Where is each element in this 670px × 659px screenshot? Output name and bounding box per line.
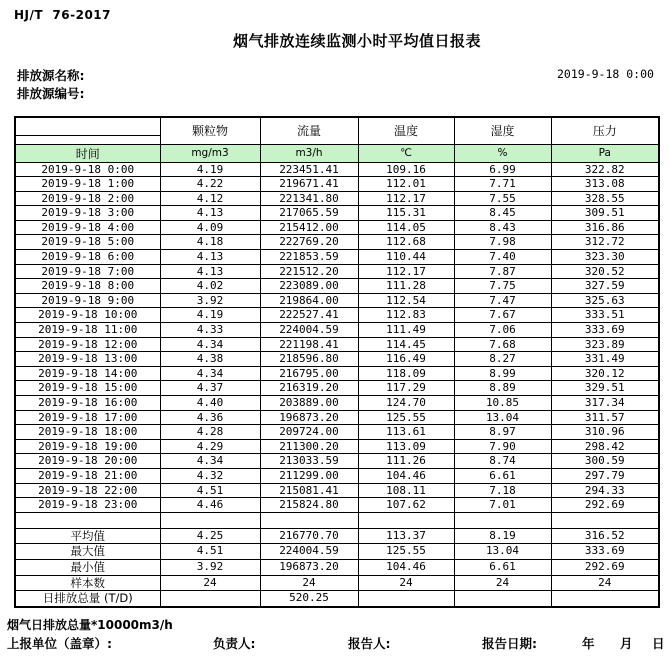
unit-flow: m3/h — [260, 144, 358, 162]
unit-particulate: mg/m3 — [160, 144, 260, 162]
value-cell: 110.44 — [358, 250, 454, 265]
value-cell: 215081.41 — [260, 483, 358, 498]
value-cell: 118.09 — [358, 366, 454, 381]
summary-value-cell: 24 — [160, 575, 260, 591]
time-cell: 2019-9-18 23:00 — [15, 498, 160, 513]
value-cell: 223089.00 — [260, 279, 358, 294]
value-cell: 4.19 — [160, 162, 260, 177]
time-cell: 2019-9-18 13:00 — [15, 352, 160, 367]
table-row — [15, 396, 659, 411]
value-cell: 211299.00 — [260, 468, 358, 483]
time-cell: 2019-9-18 5:00 — [15, 235, 160, 250]
summary-row — [15, 544, 659, 560]
report-table — [14, 116, 660, 608]
value-cell: 7.67 — [454, 308, 551, 323]
value-cell: 109.16 — [358, 162, 454, 177]
summary-value-cell: 333.69 — [551, 544, 659, 560]
time-cell: 2019-9-18 6:00 — [15, 250, 160, 265]
value-cell: 310.96 — [551, 425, 659, 440]
table-row — [15, 250, 659, 265]
value-cell: 7.18 — [454, 483, 551, 498]
table-row — [15, 454, 659, 469]
source-code-label: 排放源编号: — [17, 86, 85, 101]
value-cell: 221341.80 — [260, 191, 358, 206]
value-cell: 111.49 — [358, 323, 454, 338]
time-cell: 2019-9-18 21:00 — [15, 468, 160, 483]
summary-value-cell — [454, 591, 551, 607]
value-cell: 4.29 — [160, 439, 260, 454]
value-cell: 313.08 — [551, 177, 659, 192]
summary-value-cell: 216770.70 — [260, 528, 358, 544]
value-cell: 221512.20 — [260, 264, 358, 279]
value-cell: 327.59 — [551, 279, 659, 294]
time-cell: 2019-9-18 8:00 — [15, 279, 160, 294]
table-row — [15, 381, 659, 396]
value-cell: 219671.41 — [260, 177, 358, 192]
summary-label: 最小值 — [15, 559, 160, 575]
value-cell: 7.06 — [454, 323, 551, 338]
time-cell: 2019-9-18 12:00 — [15, 337, 160, 352]
table-body — [15, 162, 659, 512]
month-label: 月 — [620, 636, 633, 651]
value-cell: 4.32 — [160, 468, 260, 483]
summary-value-cell: 24 — [358, 575, 454, 591]
time-column-label: 时间 — [15, 144, 160, 162]
summary-value-cell: 224004.59 — [260, 544, 358, 560]
value-cell: 4.38 — [160, 352, 260, 367]
table-row — [15, 162, 659, 177]
value-cell: 111.26 — [358, 454, 454, 469]
report-date-label: 报告日期: — [482, 636, 537, 651]
summary-value-cell: 196873.20 — [260, 559, 358, 575]
value-cell: 213033.59 — [260, 454, 358, 469]
value-cell: 215412.00 — [260, 220, 358, 235]
summary-value-cell: 316.52 — [551, 528, 659, 544]
value-cell: 333.69 — [551, 323, 659, 338]
value-cell: 4.18 — [160, 235, 260, 250]
summary-value-cell: 125.55 — [358, 544, 454, 560]
page-title: 烟气排放连续监测小时平均值日报表 — [232, 32, 481, 50]
value-cell: 323.89 — [551, 337, 659, 352]
day-label: 日 — [652, 636, 665, 651]
table-row — [15, 293, 659, 308]
value-cell: 8.97 — [454, 425, 551, 440]
value-cell: 6.61 — [454, 468, 551, 483]
value-cell: 113.09 — [358, 439, 454, 454]
summary-value-cell — [358, 591, 454, 607]
time-cell: 2019-9-18 0:00 — [15, 162, 160, 177]
corner-cell-bottom — [15, 135, 160, 144]
value-cell: 309.51 — [551, 206, 659, 221]
value-cell: 333.51 — [551, 308, 659, 323]
value-cell: 114.45 — [358, 337, 454, 352]
value-cell: 8.27 — [454, 352, 551, 367]
summary-row — [15, 575, 659, 591]
time-cell: 2019-9-18 3:00 — [15, 206, 160, 221]
summary-label: 最大值 — [15, 544, 160, 560]
value-cell: 292.69 — [551, 498, 659, 513]
value-cell: 4.09 — [160, 220, 260, 235]
header-row-params — [15, 117, 659, 135]
time-cell: 2019-9-18 10:00 — [15, 308, 160, 323]
value-cell: 328.55 — [551, 191, 659, 206]
total-emission-note: 烟气日排放总量*10000m3/h — [7, 618, 173, 632]
time-cell: 2019-9-18 7:00 — [15, 264, 160, 279]
value-cell: 4.13 — [160, 250, 260, 265]
time-cell: 2019-9-18 1:00 — [15, 177, 160, 192]
unit-humidity: % — [454, 144, 551, 162]
summary-label: 日排放总量 (T/D) — [15, 591, 160, 607]
units-row — [15, 144, 659, 162]
table-row — [15, 366, 659, 381]
value-cell: 221198.41 — [260, 337, 358, 352]
value-cell: 7.87 — [454, 264, 551, 279]
table-row — [15, 323, 659, 338]
value-cell: 322.82 — [551, 162, 659, 177]
value-cell: 112.17 — [358, 264, 454, 279]
value-cell: 10.85 — [454, 396, 551, 411]
standard-number: HJ/T 76-2017 — [14, 8, 112, 22]
time-cell: 2019-9-18 17:00 — [15, 410, 160, 425]
column-header-flow: 流量 — [260, 117, 358, 144]
value-cell: 294.33 — [551, 483, 659, 498]
value-cell: 320.52 — [551, 264, 659, 279]
time-cell: 2019-9-18 9:00 — [15, 293, 160, 308]
year-label: 年 — [582, 636, 595, 651]
time-cell: 2019-9-18 22:00 — [15, 483, 160, 498]
reporter-label: 报告人: — [348, 636, 391, 651]
table-row — [15, 468, 659, 483]
column-header-particulate: 颗粒物 — [160, 117, 260, 144]
value-cell: 112.01 — [358, 177, 454, 192]
value-cell: 7.40 — [454, 250, 551, 265]
value-cell: 323.30 — [551, 250, 659, 265]
value-cell: 317.34 — [551, 396, 659, 411]
spacer-row — [15, 512, 659, 528]
column-header-temperature: 温度 — [358, 117, 454, 144]
value-cell: 215824.80 — [260, 498, 358, 513]
corner-cell-top — [15, 117, 160, 135]
summary-value-cell: 113.37 — [358, 528, 454, 544]
value-cell: 4.37 — [160, 381, 260, 396]
value-cell: 3.92 — [160, 293, 260, 308]
value-cell: 115.31 — [358, 206, 454, 221]
value-cell: 217065.59 — [260, 206, 358, 221]
value-cell: 311.57 — [551, 410, 659, 425]
responsible-person-label: 负责人: — [213, 636, 256, 651]
value-cell: 4.36 — [160, 410, 260, 425]
table-row — [15, 279, 659, 294]
value-cell: 325.63 — [551, 293, 659, 308]
value-cell: 112.17 — [358, 191, 454, 206]
table-row — [15, 206, 659, 221]
time-cell: 2019-9-18 4:00 — [15, 220, 160, 235]
summary-value-cell — [160, 591, 260, 607]
summary-value-cell: 13.04 — [454, 544, 551, 560]
report-datetime: 2019-9-18 0:00 — [557, 67, 654, 81]
time-cell: 2019-9-18 16:00 — [15, 396, 160, 411]
table-row — [15, 264, 659, 279]
table-row — [15, 425, 659, 440]
value-cell: 13.04 — [454, 410, 551, 425]
value-cell: 312.72 — [551, 235, 659, 250]
summary-label: 平均值 — [15, 528, 160, 544]
summary-value-cell: 292.69 — [551, 559, 659, 575]
summary-row — [15, 591, 659, 607]
value-cell: 104.46 — [358, 468, 454, 483]
value-cell: 8.43 — [454, 220, 551, 235]
value-cell: 218596.80 — [260, 352, 358, 367]
time-cell: 2019-9-18 14:00 — [15, 366, 160, 381]
summary-value-cell: 520.25 — [260, 591, 358, 607]
value-cell: 216795.00 — [260, 366, 358, 381]
summary-value-cell: 4.51 — [160, 544, 260, 560]
value-cell: 300.59 — [551, 454, 659, 469]
value-cell: 7.98 — [454, 235, 551, 250]
value-cell: 7.71 — [454, 177, 551, 192]
time-cell: 2019-9-18 15:00 — [15, 381, 160, 396]
value-cell: 114.05 — [358, 220, 454, 235]
table-row — [15, 498, 659, 513]
summary-value-cell: 24 — [551, 575, 659, 591]
table-row — [15, 337, 659, 352]
value-cell: 222527.41 — [260, 308, 358, 323]
summary-value-cell: 24 — [454, 575, 551, 591]
value-cell: 209724.00 — [260, 425, 358, 440]
value-cell: 4.02 — [160, 279, 260, 294]
value-cell: 111.28 — [358, 279, 454, 294]
time-cell: 2019-9-18 19:00 — [15, 439, 160, 454]
value-cell: 331.49 — [551, 352, 659, 367]
value-cell: 8.99 — [454, 366, 551, 381]
value-cell: 112.54 — [358, 293, 454, 308]
value-cell: 4.46 — [160, 498, 260, 513]
value-cell: 8.45 — [454, 206, 551, 221]
summary-value-cell: 3.92 — [160, 559, 260, 575]
value-cell: 112.68 — [358, 235, 454, 250]
summary-value-cell: 6.61 — [454, 559, 551, 575]
summary-value-cell — [551, 591, 659, 607]
time-cell: 2019-9-18 20:00 — [15, 454, 160, 469]
value-cell: 4.28 — [160, 425, 260, 440]
value-cell: 7.47 — [454, 293, 551, 308]
value-cell: 7.75 — [454, 279, 551, 294]
value-cell: 6.99 — [454, 162, 551, 177]
value-cell: 222769.20 — [260, 235, 358, 250]
value-cell: 4.34 — [160, 454, 260, 469]
value-cell: 4.40 — [160, 396, 260, 411]
value-cell: 219864.00 — [260, 293, 358, 308]
value-cell: 108.11 — [358, 483, 454, 498]
table-row — [15, 220, 659, 235]
table-row — [15, 410, 659, 425]
value-cell: 7.68 — [454, 337, 551, 352]
value-cell: 7.90 — [454, 439, 551, 454]
summary-body — [15, 528, 659, 606]
source-name-label: 排放源名称: — [17, 68, 85, 83]
summary-value-cell: 8.19 — [454, 528, 551, 544]
value-cell: 117.29 — [358, 381, 454, 396]
table-row — [15, 439, 659, 454]
unit-temperature: ℃ — [358, 144, 454, 162]
value-cell: 203889.00 — [260, 396, 358, 411]
value-cell: 4.34 — [160, 337, 260, 352]
value-cell: 4.12 — [160, 191, 260, 206]
value-cell: 116.49 — [358, 352, 454, 367]
value-cell: 112.83 — [358, 308, 454, 323]
value-cell: 196873.20 — [260, 410, 358, 425]
column-header-humidity: 湿度 — [454, 117, 551, 144]
value-cell: 125.55 — [358, 410, 454, 425]
value-cell: 107.62 — [358, 498, 454, 513]
value-cell: 7.01 — [454, 498, 551, 513]
table-header — [15, 117, 659, 162]
summary-value-cell: 24 — [260, 575, 358, 591]
value-cell: 224004.59 — [260, 323, 358, 338]
value-cell: 4.19 — [160, 308, 260, 323]
summary-value-cell: 104.46 — [358, 559, 454, 575]
table-row — [15, 352, 659, 367]
time-cell: 2019-9-18 2:00 — [15, 191, 160, 206]
value-cell: 298.42 — [551, 439, 659, 454]
table-row — [15, 177, 659, 192]
value-cell: 4.33 — [160, 323, 260, 338]
value-cell: 316.86 — [551, 220, 659, 235]
spacer-section — [15, 512, 659, 528]
table-row — [15, 235, 659, 250]
value-cell: 4.22 — [160, 177, 260, 192]
value-cell: 7.55 — [454, 191, 551, 206]
value-cell: 223451.41 — [260, 162, 358, 177]
reporting-unit-label: 上报单位（盖章）: — [7, 636, 112, 651]
value-cell: 221853.59 — [260, 250, 358, 265]
column-header-pressure: 压力 — [551, 117, 659, 144]
value-cell: 4.13 — [160, 206, 260, 221]
summary-value-cell: 4.25 — [160, 528, 260, 544]
summary-label: 样本数 — [15, 575, 160, 591]
table-row — [15, 191, 659, 206]
value-cell: 216319.20 — [260, 381, 358, 396]
summary-row — [15, 559, 659, 575]
summary-row — [15, 528, 659, 544]
value-cell: 211300.20 — [260, 439, 358, 454]
time-cell: 2019-9-18 18:00 — [15, 425, 160, 440]
value-cell: 8.74 — [454, 454, 551, 469]
value-cell: 4.13 — [160, 264, 260, 279]
table-row — [15, 308, 659, 323]
value-cell: 113.61 — [358, 425, 454, 440]
unit-pressure: Pa — [551, 144, 659, 162]
value-cell: 4.34 — [160, 366, 260, 381]
value-cell: 320.12 — [551, 366, 659, 381]
value-cell: 8.89 — [454, 381, 551, 396]
value-cell: 124.70 — [358, 396, 454, 411]
value-cell: 329.51 — [551, 381, 659, 396]
time-cell: 2019-9-18 11:00 — [15, 323, 160, 338]
value-cell: 297.79 — [551, 468, 659, 483]
value-cell: 4.51 — [160, 483, 260, 498]
table-row — [15, 483, 659, 498]
